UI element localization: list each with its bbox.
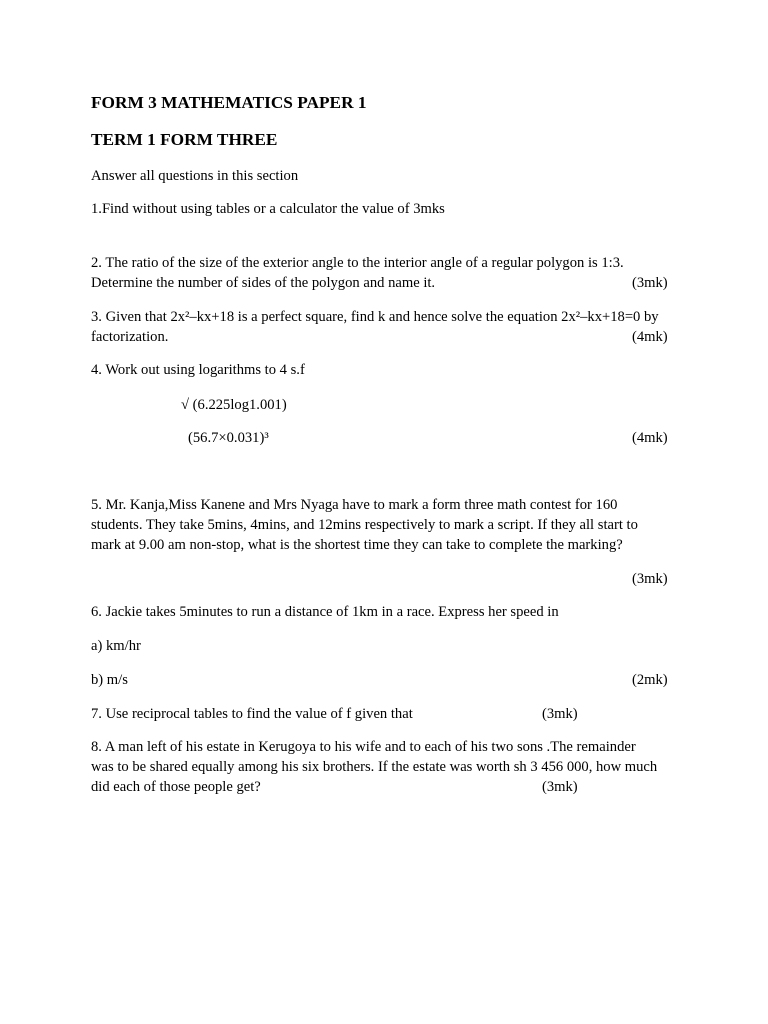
- question-3-line-1: 3. Given that 2x²–kx+18 is a perfect square, find k and hence solve the equation 2x²–kx+18=0 by: [91, 309, 659, 325]
- question-8-line-3: did each of those people get?: [91, 779, 261, 795]
- question-6-part-a: a) km/hr: [91, 638, 141, 654]
- question-5-line-1: 5. Mr. Kanja,Miss Kanene and Mrs Nyaga have to mark a form three math contest for 160: [91, 497, 618, 513]
- question-2-line-1: 2. The ratio of the size of the exterior angle to the interior angle of a regular polygon is 1:3.: [91, 255, 624, 271]
- question-8-line-1: 8. A man left of his estate in Kerugoya to his wife and to each of his two sons .The remainder: [91, 739, 636, 755]
- question-5-line-2: students. They take 5mins, 4mins, and 12mins respectively to mark a script. If they all start to: [91, 517, 638, 533]
- question-8-marks: (3mk): [542, 779, 578, 795]
- question-8-line-2: was to be shared equally among his six brothers. If the estate was worth sh 3 456 000, how much: [91, 759, 658, 775]
- question-2-marks: (3mk): [632, 275, 668, 291]
- page-subtitle: TERM 1 FORM THREE: [91, 130, 278, 149]
- question-2-line-2: Determine the number of sides of the polygon and name it.: [91, 275, 436, 291]
- question-4-marks: (4mk): [632, 430, 668, 446]
- instruction-text: Answer all questions in this section: [91, 168, 299, 184]
- question-4-numerator: √ (6.225log1.001): [181, 397, 287, 413]
- question-5-line-3: mark at 9.00 am non-stop, what is the shortest time they can take to complete the marking?: [91, 537, 623, 553]
- question-5-marks: (3mk): [632, 571, 668, 587]
- question-6-marks: (2mk): [632, 672, 668, 688]
- page-title: FORM 3 MATHEMATICS PAPER 1: [91, 93, 367, 112]
- question-3-marks: (4mk): [632, 329, 668, 345]
- question-3-line-2: factorization.: [91, 329, 169, 345]
- question-6-part-b: b) m/s: [91, 672, 128, 688]
- question-4-denominator: (56.7×0.031)³: [188, 430, 269, 446]
- question-1-text: 1.Find without using tables or a calculator the value of 3mks: [91, 201, 445, 217]
- question-7-text: 7. Use reciprocal tables to find the value of f given that: [91, 706, 413, 722]
- question-6-text: 6. Jackie takes 5minutes to run a distance of 1km in a race. Express her speed in: [91, 604, 559, 620]
- question-7-marks: (3mk): [542, 706, 578, 722]
- question-4-text: 4. Work out using logarithms to 4 s.f: [91, 362, 305, 378]
